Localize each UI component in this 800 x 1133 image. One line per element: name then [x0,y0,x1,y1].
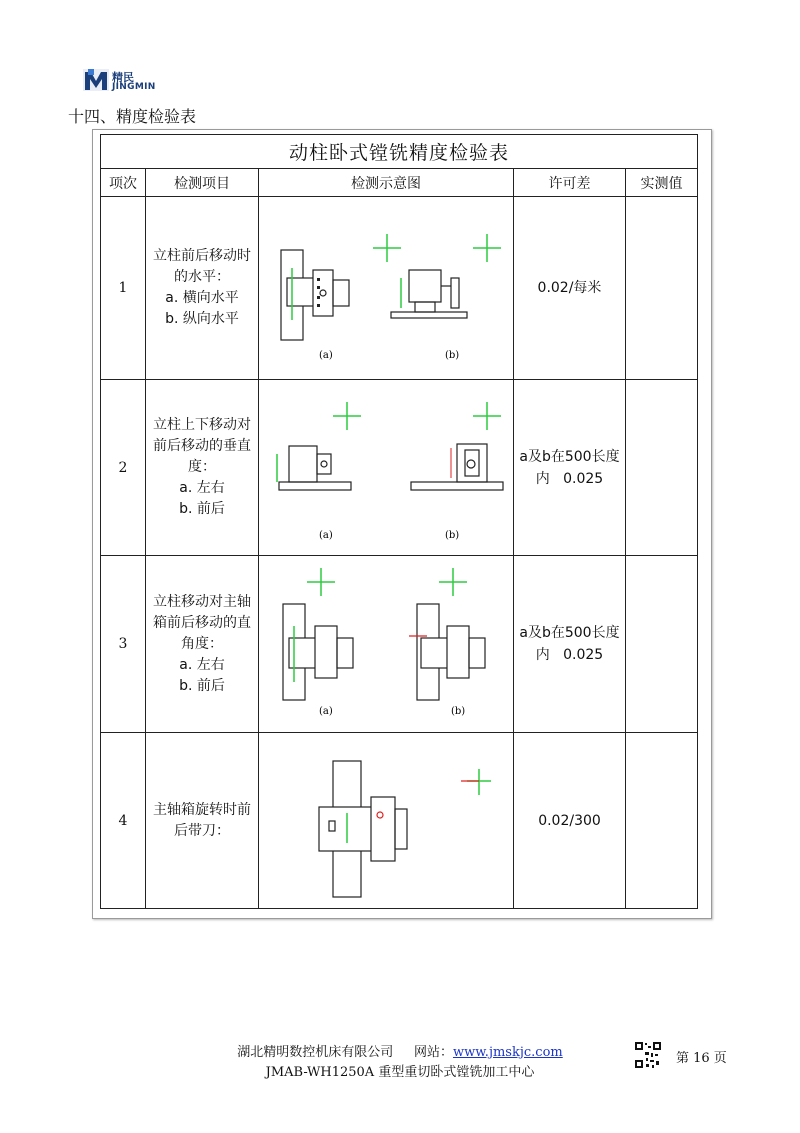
item-line: b. 前后 [179,677,225,694]
machine-column-icon [281,250,349,340]
inspection-diagram [259,556,514,733]
footer-model-line: JMAB-WH1250A 重型重切卧式镗铣加工中心 [265,1065,535,1080]
tolerance-line: 0.02/每米 [537,280,602,296]
column-header: 项次 [101,169,146,197]
measured-value-cell[interactable] [626,733,698,909]
item-line: a. 横向水平 [165,290,239,306]
logo-chinese-text: 精民 [112,71,134,84]
logo-english-text: JINGMIN [112,82,156,92]
item-line: 箱前后移动的直 [153,614,251,631]
machine-column-icon [417,604,485,700]
company-logo [82,66,172,96]
diagram-label-b: (b) [445,350,460,361]
item-line: 角度： [181,635,223,652]
inspection-item [146,380,259,556]
diagram-4-svg [261,741,511,901]
table-row [101,733,698,909]
item-line: 立柱移动对主轴 [153,593,251,610]
row-number: 3 [101,556,146,733]
tolerance-line: 内 0.025 [535,470,604,487]
table-caption: 动柱卧式镗铣精度检验表 [101,135,698,169]
item-line: 的水平： [174,269,230,285]
inspection-item [146,733,259,909]
column-header: 许可差 [514,169,626,197]
machine-side-view-icon [279,446,351,490]
item-line: a. 左右 [179,656,225,673]
precision-inspection-table [100,134,698,909]
diagram-label-b: (b) [451,706,466,717]
qr-code-icon [634,1041,662,1069]
diagram-1-svg [261,208,511,368]
diagram-2-svg [261,388,511,548]
item-line: b. 前后 [179,501,225,517]
row-number: 2 [101,380,146,556]
axis-indicator-icon [333,402,361,430]
diagram-label-a: (a) [319,706,333,717]
table-header-row [101,169,698,197]
table-row [101,197,698,380]
tolerance-cell [514,197,626,380]
column-header: 实测值 [626,169,698,197]
axis-indicator-icon [439,568,467,596]
table-row [101,380,698,556]
row-number: 1 [101,197,146,380]
page-number: 第 16 页 [676,1051,727,1066]
section-title: 十四、精度检验表 [68,107,197,126]
machine-side-view-icon [391,270,467,318]
diagram-label-b: (b) [445,529,460,541]
column-header: 检测项目 [146,169,259,197]
tolerance-line: a及b在500长度 [519,625,620,641]
inspection-diagram [259,197,514,380]
row-number: 4 [101,733,146,909]
tolerance-line: 内 0.025 [535,647,604,663]
tolerance-line: 0.02/300 [538,812,601,829]
inspection-diagram [259,380,514,556]
inspection-item [146,556,259,733]
measured-value-cell[interactable] [626,556,698,733]
axis-indicator-icon [473,234,501,262]
item-line: 后带刀： [174,822,230,839]
diagram-3-svg [261,564,511,724]
inspection-item [146,197,259,380]
logo-mark-icon [82,66,110,94]
footer-company: 湖北精明数控机床有限公司 [237,1045,394,1060]
measured-value-cell[interactable] [626,380,698,556]
item-line: 立柱上下移动对 [153,417,251,433]
footer-website-link[interactable]: www.jmskjc.com [452,1045,563,1060]
diagram-label-a: (a) [319,529,333,541]
tolerance-line: a及b在500长度 [519,448,620,465]
tolerance-cell [514,556,626,733]
item-line: 前后移动的垂直 [153,438,251,454]
footer-site-label: 网站： [413,1045,453,1060]
item-line: 度： [188,459,216,475]
machine-column-icon [319,761,407,897]
diagram-label-a: (a) [319,350,333,361]
item-line: 立柱前后移动时 [153,248,251,264]
item-line: a. 左右 [179,480,225,496]
axis-indicator-icon [473,402,501,430]
column-header: 检测示意图 [259,169,514,197]
item-line: b. 纵向水平 [165,311,239,327]
tolerance-cell [514,380,626,556]
measured-value-cell[interactable] [626,197,698,380]
table-row [101,556,698,733]
item-line: 主轴箱旋转时前 [153,801,251,818]
machine-front-view-icon [411,444,503,490]
inspection-diagram [259,733,514,909]
axis-indicator-icon [467,769,491,795]
tolerance-cell [514,733,626,909]
axis-indicator-icon [307,568,335,596]
axis-indicator-icon [373,234,401,262]
